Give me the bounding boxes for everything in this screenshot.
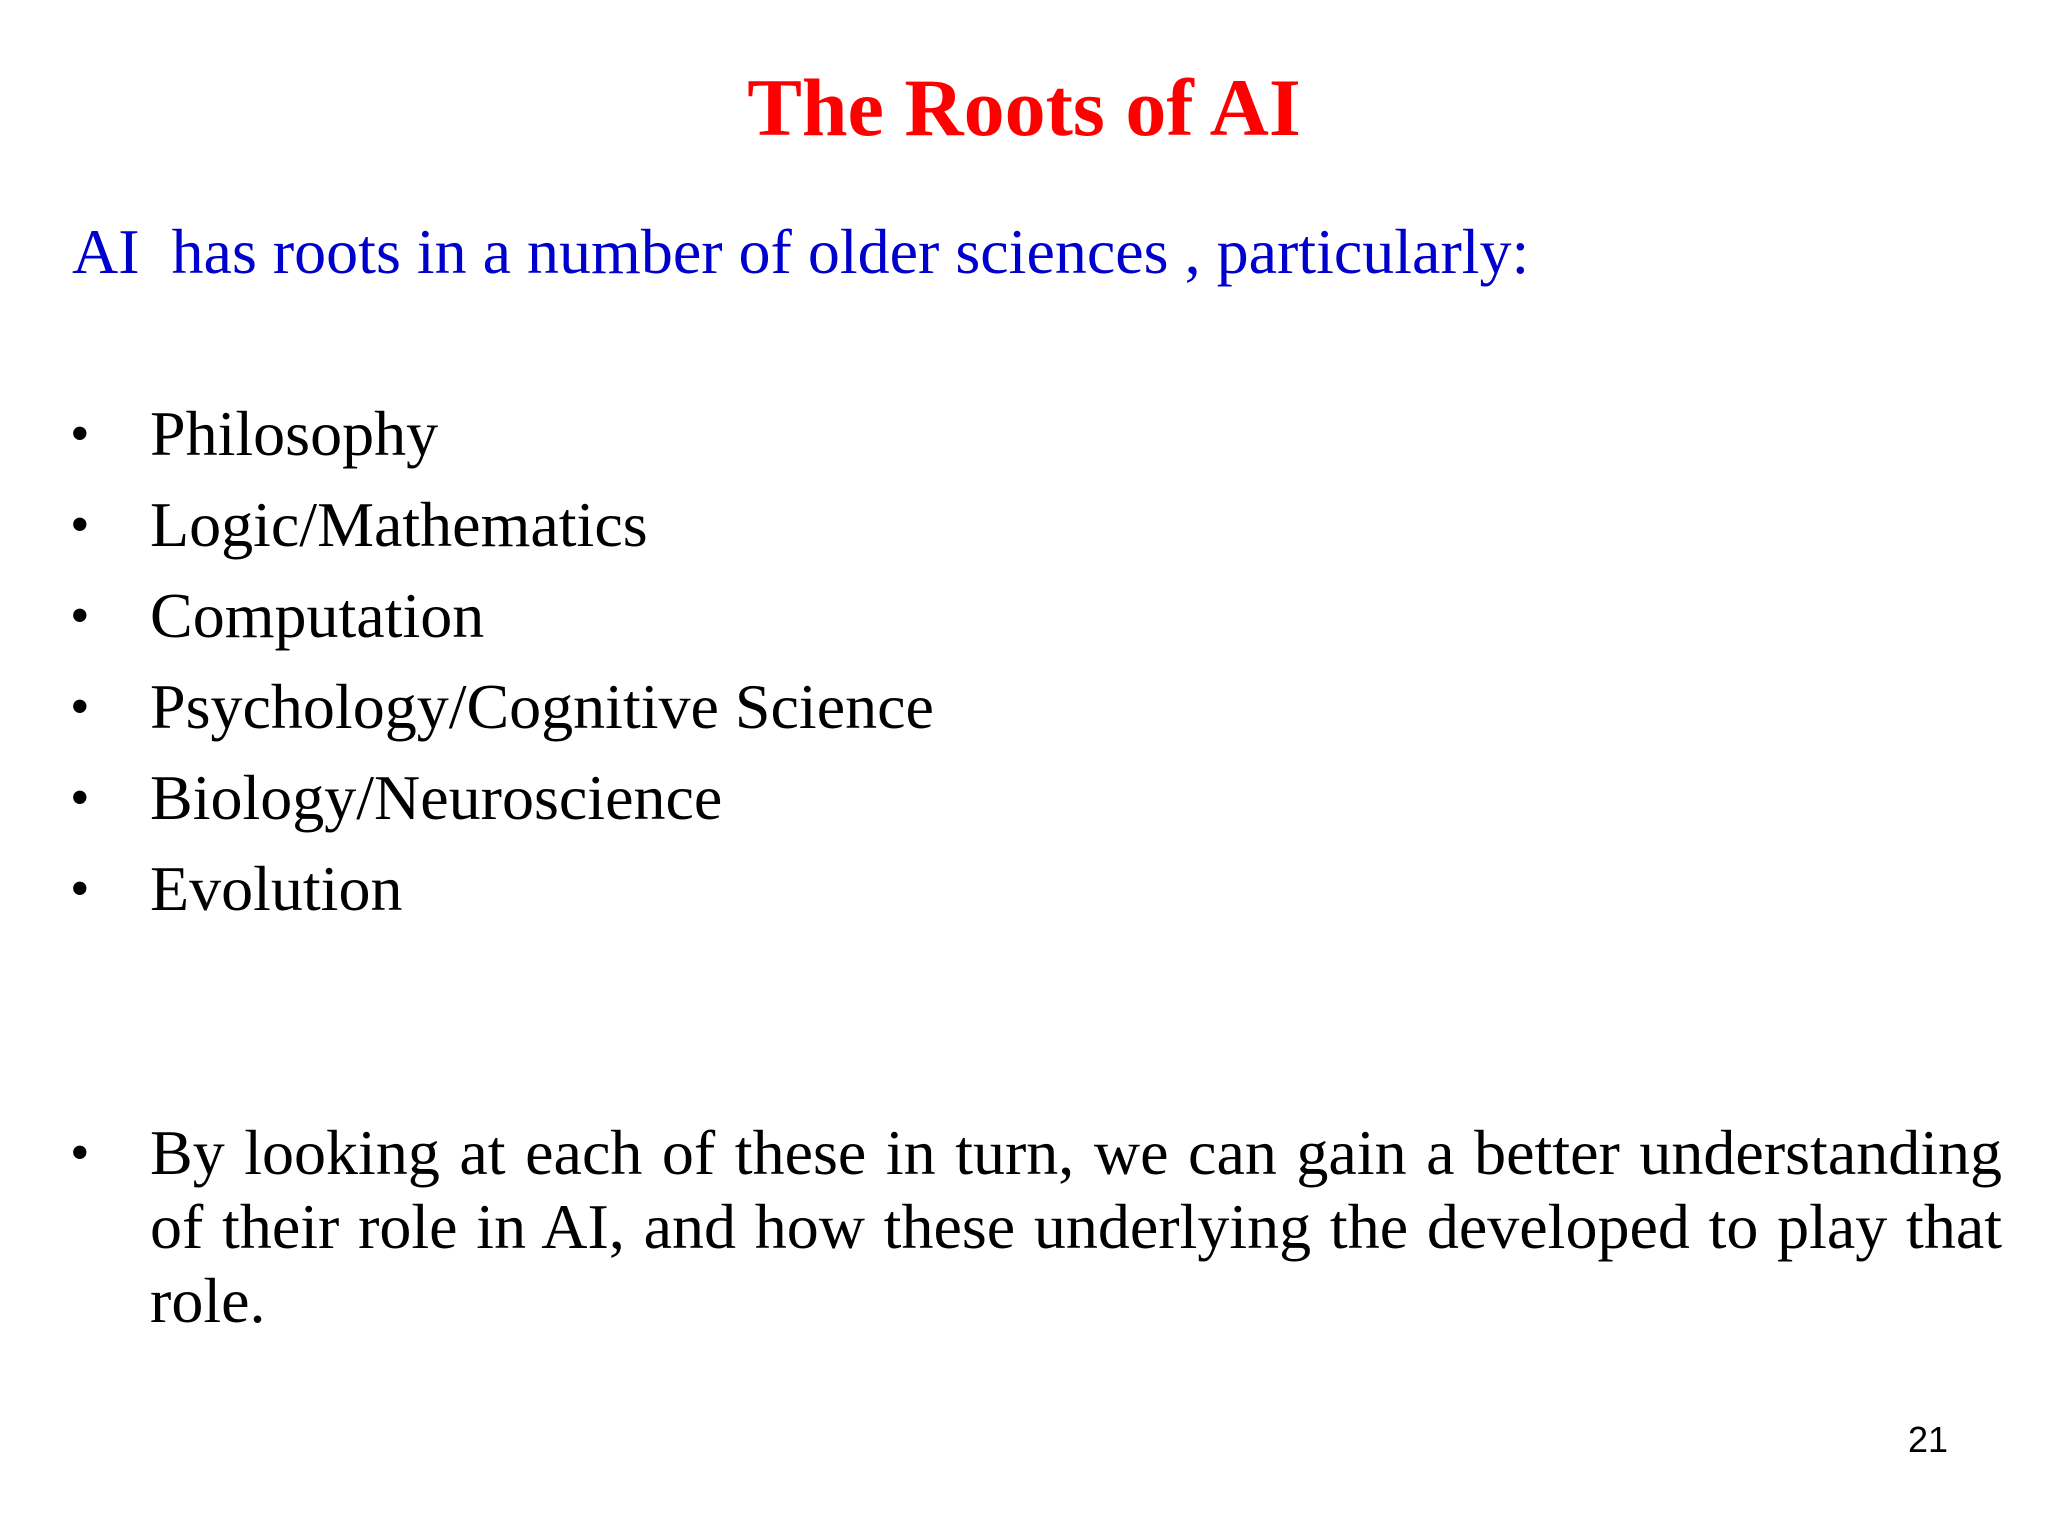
bullet-dot-icon: • [70, 858, 90, 920]
bullet-label: Philosophy [150, 398, 439, 469]
bullet-item-philosophy [0, 394, 2048, 485]
bullet-label: Logic/Mathematics [150, 489, 648, 560]
closing-text: By looking at each of these in turn, we can gain a better understanding of their role in AI, and how these underlying the developed to play that role. [150, 1117, 2002, 1336]
intro-text: AI has roots in a number of older sciences , particularly: [72, 216, 1530, 287]
bullet-dot-icon: • [70, 767, 90, 829]
bullet-item-psychology-cognitive-science [0, 667, 2048, 758]
bullet-dot-icon: • [70, 403, 90, 465]
bullet-label: Computation [150, 580, 485, 651]
bullet-dot-icon: • [70, 1122, 90, 1184]
bullet-dot-icon: • [70, 494, 90, 556]
bullet-item-computation [0, 576, 2048, 667]
bullet-label: Psychology/Cognitive Science [150, 671, 934, 742]
bullet-dot-icon: • [70, 585, 90, 647]
bullet-item-evolution [0, 849, 2048, 940]
bullet-item-biology-neuroscience [0, 758, 2048, 849]
bullet-label: Biology/Neuroscience [150, 762, 723, 833]
bullet-item-logic-mathematics [0, 485, 2048, 576]
slide-title: The Roots of AI [747, 62, 1301, 153]
roots-bullet-list [0, 394, 2048, 940]
page-number: 21 [1907, 1419, 1948, 1460]
bullet-dot-icon: • [70, 676, 90, 738]
bullet-label: Evolution [150, 853, 403, 924]
